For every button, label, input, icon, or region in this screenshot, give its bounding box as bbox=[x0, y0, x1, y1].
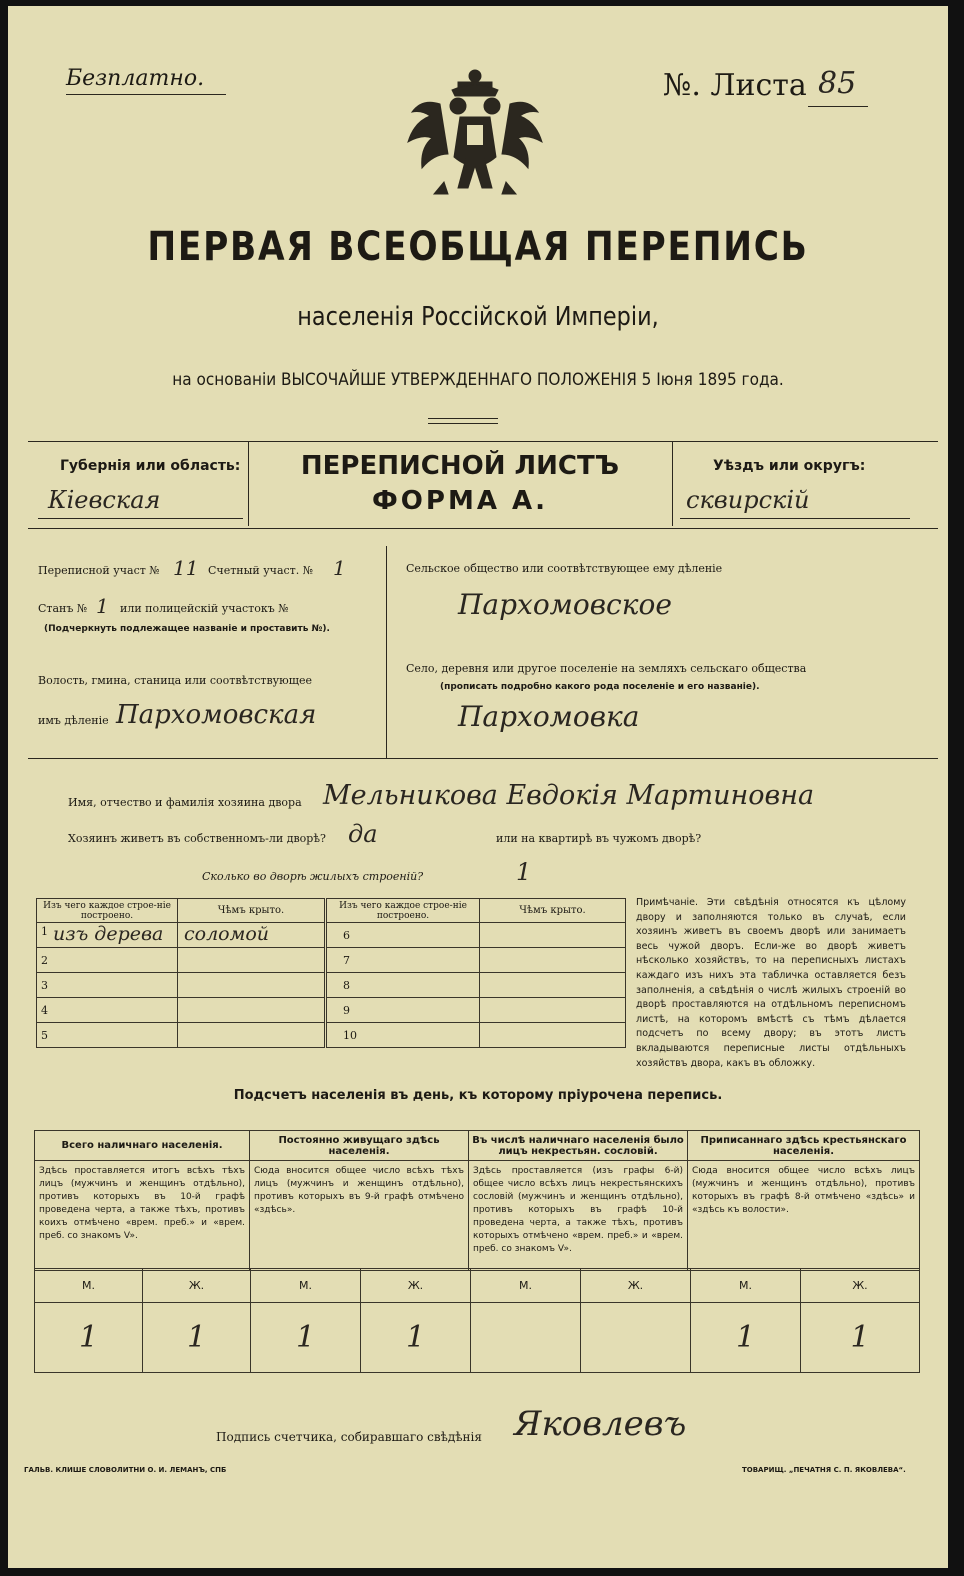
form-title: ПЕРЕПИСНОЙ ЛИСТЪ bbox=[300, 451, 620, 481]
m-label: М. bbox=[691, 1269, 801, 1303]
fields-divider bbox=[386, 546, 387, 758]
note-text: Примѣчаніе. Эти свѣдѣнія относятся къ цѣлому двору и заполняются только въ случаѣ, если хозяинъ живетъ въ своемъ дворѣ или занимаетъ весь чужой дворъ. Если-же во дворѣ живетъ нѣсколько хозяйствъ, то на переписныхъ листахъ каждаго изъ нихъ эта табличка оставляется безъ заполненія, а свѣдѣнія о числѣ жилыхъ строеній во дворѣ проставляются на отдѣльномъ переписномъ листѣ, на которомъ вмѣстѣ съ тѣмъ дѣлается подсчетъ по всему двору; въ этотъ листъ вкладываются переписные листы отдѣльныхъ хозяйствъ двора, какъ въ обложку. bbox=[636, 897, 906, 1069]
volost-label: Волость, гмина, станица или соотвѣтствующее bbox=[38, 674, 312, 687]
society-value: Пархомовское bbox=[458, 588, 672, 621]
gubernia-label: Губернія или область: bbox=[60, 458, 241, 474]
free-label: Безплатно. bbox=[66, 66, 205, 91]
village-value: Пархомовка bbox=[458, 700, 640, 733]
zh-label: Ж. bbox=[361, 1269, 471, 1303]
buildings-label: Сколько во дворѣ жилыхъ строеній? bbox=[202, 870, 424, 883]
lives-label: Хозяинъ живетъ въ собственномъ-ли дворѣ? bbox=[68, 832, 326, 845]
printer-left: ГАЛЬВ. КЛИШЕ СЛОВОЛИТНИ О. И. ЛЕМАНЪ, СПБ bbox=[24, 1466, 227, 1474]
zh-label: Ж. bbox=[143, 1269, 251, 1303]
table-row: 5 10 bbox=[37, 1023, 626, 1048]
count-col2-head: Постоянно живущаго здѣсь населенія. bbox=[250, 1131, 469, 1161]
col2-m-value: 1 bbox=[251, 1303, 361, 1373]
table-row: 4 9 bbox=[37, 998, 626, 1023]
box-divider-right bbox=[672, 441, 673, 526]
col-material-header-right: Изъ чего каждое строе-ніе построено. bbox=[326, 899, 480, 923]
underline-note: (Подчеркнуть подлежащее названіе и проставить №). bbox=[44, 624, 330, 634]
gubernia-underline bbox=[38, 518, 243, 519]
perepis-uch-label: Переписной участ № bbox=[38, 564, 160, 577]
table-row: 3 8 bbox=[37, 973, 626, 998]
schet-uch-value: 1 bbox=[333, 556, 346, 580]
count-col3-desc: Здѣсь проставляется (изъ графы 6-й) общее число всѣхъ лицъ некрестьянскихъ сословій (мужчинъ и женщинъ отдѣльно), противъ которыхъ въ графѣ 10-й проведена черта, а также тѣхъ, противъ которыхъ отмѣчено «врем. преб.» и «врем. преб. со знакомъ V». bbox=[469, 1161, 688, 1271]
signature-label: Подпись счетчика, собиравшаго свѣдѣнія bbox=[216, 1430, 482, 1444]
free-underline bbox=[66, 94, 226, 95]
ornament-divider bbox=[428, 418, 498, 424]
col-material-header-left: Изъ чего каждое строе-ніе построено. bbox=[37, 899, 178, 923]
owner-name-value: Мельникова Евдокія Мартиновна bbox=[323, 780, 815, 811]
signature: Яковлевъ bbox=[514, 1404, 687, 1444]
col-roof-header-right: Чѣмъ крыто. bbox=[480, 899, 626, 923]
col1-m-value: 1 bbox=[35, 1303, 143, 1373]
gubernia-value: Кіевская bbox=[48, 486, 161, 514]
col3-m-value bbox=[471, 1303, 581, 1373]
rent-label: или на квартирѣ въ чужомъ дворѣ? bbox=[496, 832, 702, 845]
m-label: М. bbox=[471, 1269, 581, 1303]
count-title: Подсчетъ населенія въ день, къ которому пріурочена перепись. bbox=[233, 1088, 723, 1103]
col-roof-header-left: Чѣмъ крыто. bbox=[178, 899, 326, 923]
basis-line: на основаніи ВЫСОЧАЙШЕ УТВЕРЖДЕННАГО ПОЛОЖЕНІЯ 5 Іюня 1895 года. bbox=[172, 370, 784, 390]
m-label: М. bbox=[251, 1269, 361, 1303]
village-label: Село, деревня или другое поселеніе на земляхъ сельскаго общества bbox=[406, 662, 807, 675]
village-note: (прописать подробно какого рода поселеніе и его названіе). bbox=[440, 682, 760, 692]
count-col1-desc: Здѣсь проставляется итогъ всѣхъ тѣхъ лицъ (мужчинъ и женщинъ отдѣльно), противъ которыхъ въ 10-й графѣ проведена черта, а также тѣхъ, противъ коихъ отмѣчено «врем. преб.» и «врем. преб. со знакомъ V». bbox=[35, 1161, 250, 1271]
col1-zh-value: 1 bbox=[143, 1303, 251, 1373]
count-col2-desc: Сюда вносится общее число всѣхъ тѣхъ лицъ (мужчинъ и женщинъ отдѣльно), противъ которыхъ въ 9-й графѣ отмѣчено «здѣсь». bbox=[250, 1161, 469, 1271]
rule-mid bbox=[28, 528, 938, 529]
printer-right: ТОВАРИЩ. „ПЕЧАТНЯ С. П. ЯКОВЛЕВА“. bbox=[742, 1466, 906, 1474]
count-col4-desc: Сюда вносится общее число всѣхъ лицъ (мужчинъ и женщинъ отдѣльно), противъ которыхъ въ графѣ 8-й отмѣчено «здѣсь» и «здѣсь къ волости». bbox=[688, 1161, 920, 1271]
census-sheet bbox=[8, 6, 948, 1568]
col2-zh-value: 1 bbox=[361, 1303, 471, 1373]
uezd-value: сквирскій bbox=[686, 486, 810, 514]
count-values-table bbox=[34, 1268, 920, 1373]
count-col3-head: Въ числѣ наличнаго населенія было лицъ некрестьян. сословій. bbox=[469, 1131, 688, 1161]
m-label: М. bbox=[35, 1269, 143, 1303]
sheet-no-value: 85 bbox=[818, 66, 857, 101]
society-label: Сельское общество или соотвѣтствующее ему дѣленіе bbox=[406, 562, 723, 575]
stan-label: Станъ № bbox=[38, 602, 88, 615]
volost-value: Пархомовская bbox=[116, 700, 317, 730]
rule-owner bbox=[28, 758, 938, 759]
volost-label-2: имъ дѣленіе bbox=[38, 714, 109, 727]
double-headed-eagle-emblem bbox=[400, 62, 550, 212]
page-title: ПЕРВАЯ ВСЕОБЩАЯ ПЕРЕПИСЬ bbox=[147, 224, 809, 270]
count-col4-head: Приписаннаго здѣсь крестьянскаго населенія. bbox=[688, 1131, 920, 1161]
form-name: ФОРМА А. bbox=[372, 486, 548, 516]
lives-value: да bbox=[348, 820, 378, 848]
police-label: или полицейскій участокъ № bbox=[120, 602, 289, 615]
sheet-no-label: №. Листа bbox=[663, 68, 807, 103]
sheet-no-underline bbox=[808, 106, 868, 107]
table-row: 2 7 bbox=[37, 948, 626, 973]
zh-label: Ж. bbox=[801, 1269, 920, 1303]
uezd-label: Уѣздъ или округъ: bbox=[713, 458, 866, 474]
rule-top bbox=[28, 441, 938, 442]
col4-zh-value: 1 bbox=[801, 1303, 920, 1373]
perepis-uch-value: 11 bbox=[173, 556, 199, 580]
schet-uch-label: Счетный участ. № bbox=[208, 564, 314, 577]
subtitle: населенія Россійской Имперіи, bbox=[297, 302, 659, 332]
buildings-value: 1 bbox=[516, 858, 532, 886]
table-row: 1 изъ дерева соломой 6 bbox=[37, 923, 626, 948]
col3-zh-value bbox=[581, 1303, 691, 1373]
count-table bbox=[34, 1130, 920, 1271]
zh-label: Ж. bbox=[581, 1269, 691, 1303]
owner-name-label: Имя, отчество и фамилія хозяина двора bbox=[68, 796, 302, 809]
count-col1-head: Всего наличнаго населенія. bbox=[35, 1131, 250, 1161]
stan-value: 1 bbox=[96, 594, 109, 618]
col4-m-value: 1 bbox=[691, 1303, 801, 1373]
uezd-underline bbox=[680, 518, 910, 519]
buildings-table bbox=[36, 898, 626, 1048]
